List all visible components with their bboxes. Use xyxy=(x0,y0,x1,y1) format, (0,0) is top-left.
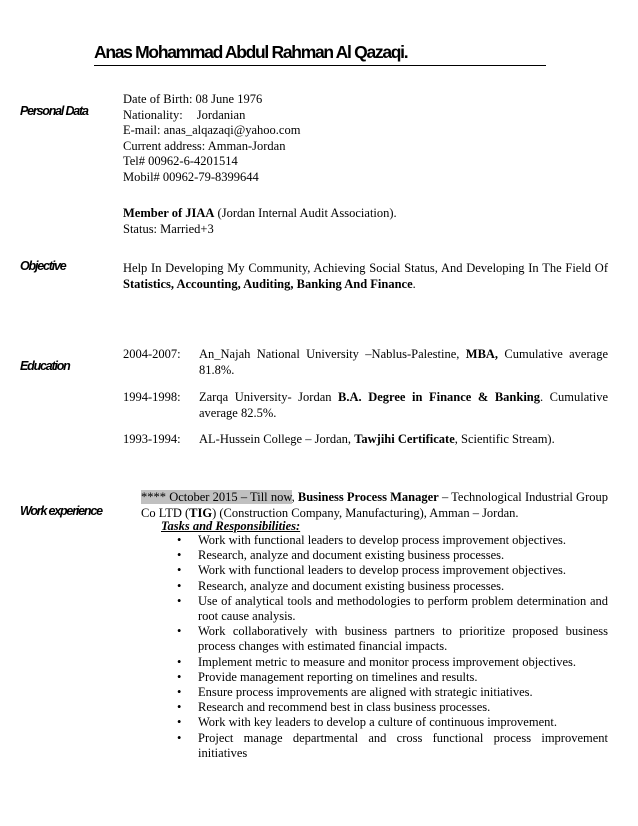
work-company-abbr: TIG xyxy=(189,505,213,520)
nationality-label: Nationality: xyxy=(123,107,183,122)
education-entry-1 xyxy=(123,347,608,378)
membership xyxy=(123,206,397,222)
task-item: • Research and recommend best in class business processes. xyxy=(177,700,608,715)
work-period: October 2015 – Till now xyxy=(166,490,292,504)
membership-block xyxy=(123,206,397,237)
date-of-birth: Date of Birth: 08 June 1976 xyxy=(123,92,263,106)
section-personal-data: Personal Data xyxy=(20,104,88,118)
task-item: • Work collaboratively with business partners to prioritize proposed business process changes with estimated financial impacts. xyxy=(177,624,608,654)
education-institution: An_Najah National University –Nablus-Palestine, xyxy=(199,347,466,361)
section-work-experience: Work experience xyxy=(20,504,102,518)
education-entry-2 xyxy=(123,390,608,421)
work-period-highlight xyxy=(141,490,292,504)
mobile: Mobil# 00962-79-8399644 xyxy=(123,169,259,184)
education-degree: MBA, xyxy=(465,347,499,361)
nationality xyxy=(123,108,300,124)
personal-data-block xyxy=(123,92,300,185)
section-education: Education xyxy=(20,359,70,373)
work-role: Business Process Manager xyxy=(297,490,439,504)
current-address: Current address: Amman-Jordan xyxy=(123,138,286,153)
resume-name: Anas Mohammad Abdul Rahman Al Qazaqi. xyxy=(94,42,408,62)
nationality-value: Jordanian xyxy=(196,107,246,122)
education-desc xyxy=(199,390,608,421)
education-institution: AL-Hussein College – Jordan, xyxy=(199,432,355,446)
tasks-list xyxy=(177,533,608,761)
telephone: Tel# 00962-6-4201514 xyxy=(123,154,238,168)
task-item: • Research, analyze and document existing business processes. xyxy=(177,548,608,563)
work-company: – Technological Industrial Group Co LTD ( xyxy=(141,490,608,520)
work-entry-header xyxy=(141,490,608,521)
education-years: 2004-2007: xyxy=(123,347,181,361)
task-item: • Ensure process improvements are aligned with strategic initiatives. xyxy=(177,685,608,700)
work-sep: , xyxy=(291,490,298,504)
education-years: 1994-1998: xyxy=(123,390,181,404)
section-objective: Objective xyxy=(20,259,66,273)
tasks-heading: Tasks and Responsibilities: xyxy=(161,519,301,533)
education-years: 1993-1994: xyxy=(123,432,181,446)
education-detail: Cumulative average 81.8%. xyxy=(199,347,608,377)
task-item: • Provide management reporting on timelines and results. xyxy=(177,670,608,685)
task-item: • Work with key leaders to develop a culture of continuous improvement. xyxy=(177,715,608,730)
work-company-detail: ) (Construction Company, Manufacturing), Amman – Jordan. xyxy=(212,505,519,520)
work-stars: **** xyxy=(141,490,166,504)
education-desc xyxy=(199,432,608,448)
education-institution: Zarqa University- Jordan xyxy=(199,390,339,404)
task-item: • Use of analytical tools and methodologies to perform problem determination and root cause analysis. xyxy=(177,594,608,624)
task-item: • Work with functional leaders to develop process improvement objectives. xyxy=(177,533,608,548)
task-item: • Work with functional leaders to develop process improvement objectives. xyxy=(177,563,608,578)
membership-org: Member of JIAA xyxy=(123,206,215,220)
objective-end: . xyxy=(412,276,416,291)
education-detail: . Cumulative average 82.5%. xyxy=(199,390,608,420)
objective-fields: Statistics, Accounting, Auditing, Banking And Finance xyxy=(123,276,413,291)
email: E-mail: anas_alqazaqi@yahoo.com xyxy=(123,123,301,137)
header-rule xyxy=(94,65,546,66)
objective-body: Help In Developing My Community, Achieving Social Status, And Developing In The Field Of xyxy=(123,261,608,275)
task-item: • Implement metric to measure and monitor process improvement objectives. xyxy=(177,655,608,670)
education-desc xyxy=(199,347,608,378)
objective-text xyxy=(123,261,608,292)
marital-status: Status: Married+3 xyxy=(123,221,214,236)
membership-desc: (Jordan Internal Audit Association). xyxy=(214,206,397,220)
task-item: • Project manage departmental and cross functional process improvement initiatives xyxy=(177,731,608,761)
task-item: • Research, analyze and document existing business processes. xyxy=(177,579,608,594)
education-degree: Tawjihi Certificate xyxy=(354,432,455,446)
education-degree: B.A. Degree in Finance & Banking xyxy=(338,390,540,404)
education-detail: , Scientific Stream). xyxy=(454,432,555,446)
education-entry-3 xyxy=(123,432,608,448)
